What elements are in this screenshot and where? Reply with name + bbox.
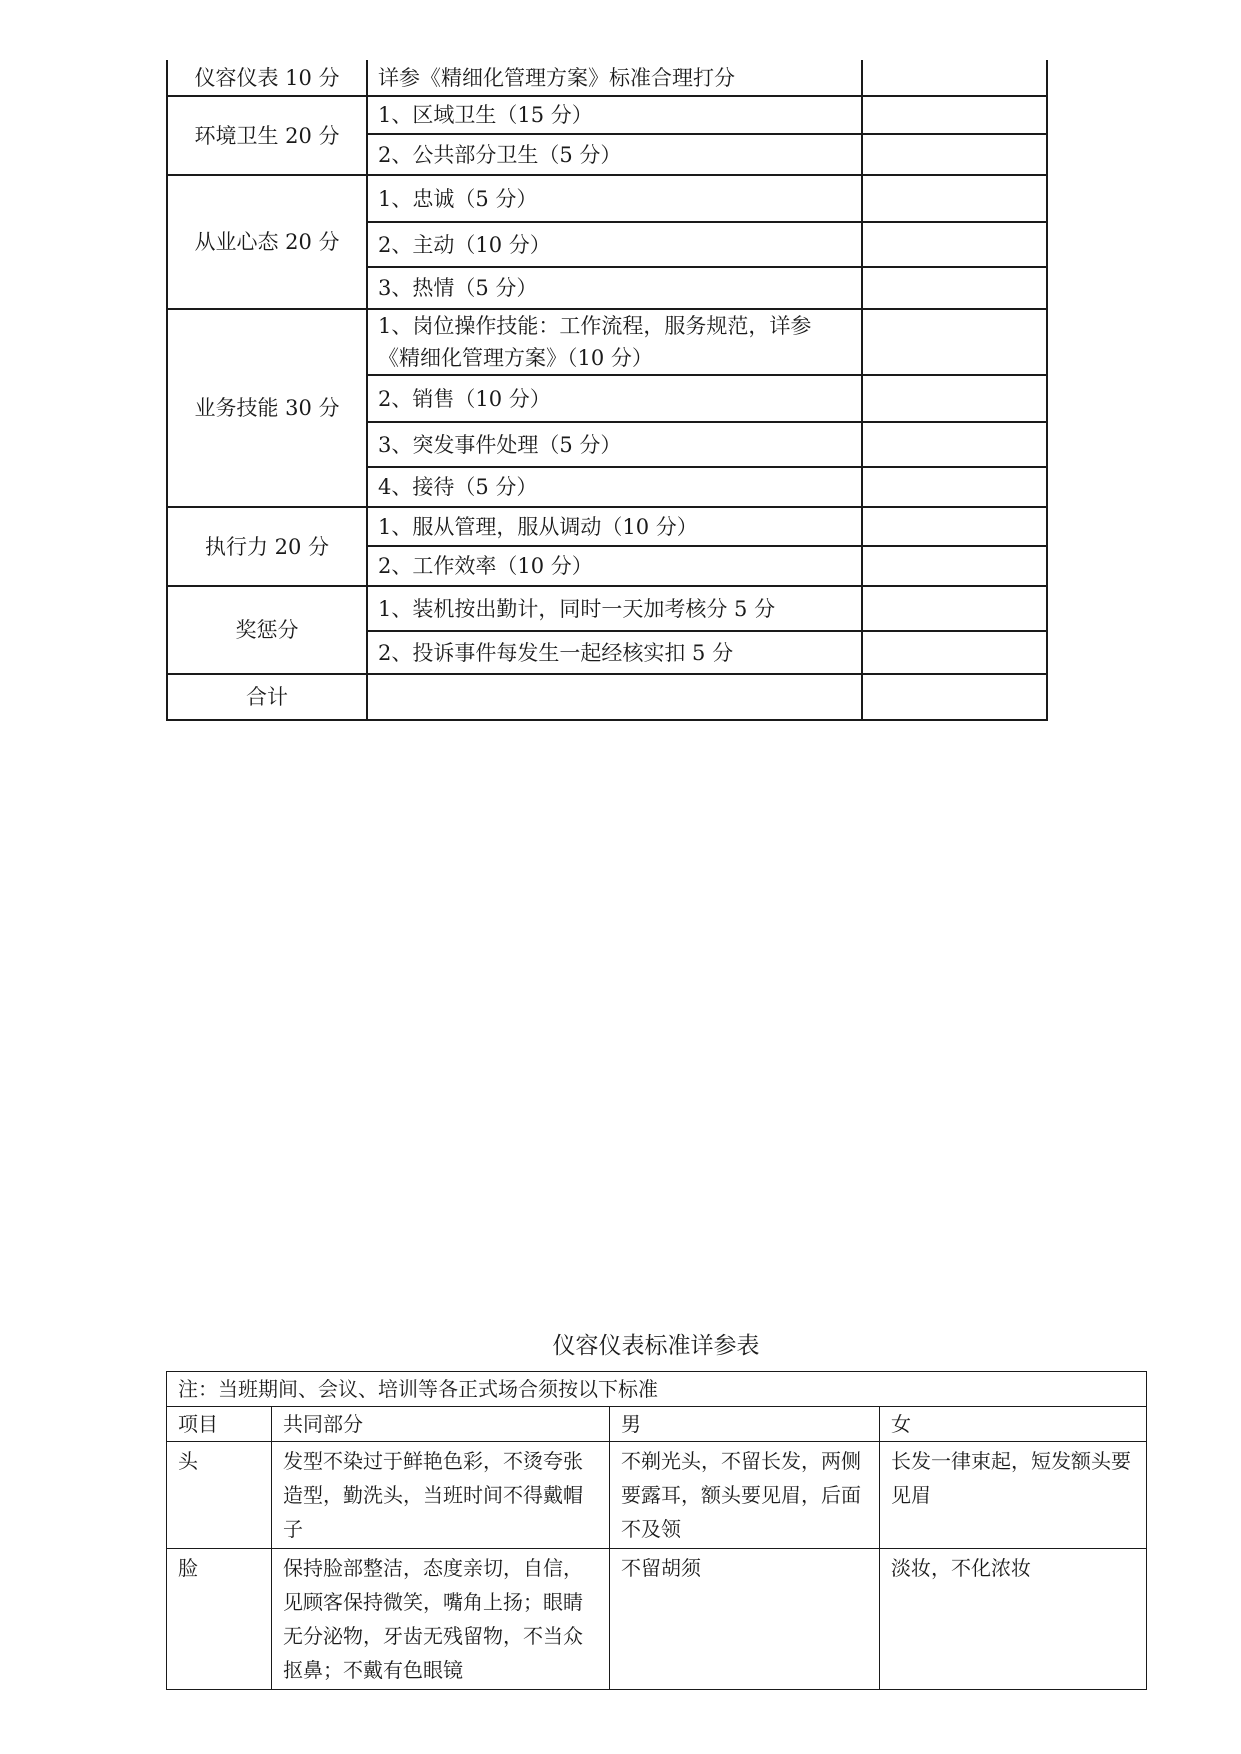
total-label: 合计 bbox=[167, 674, 367, 720]
row-male: 不剃光头，不留长发，两侧要露耳，额头要见眉，后面不及领 bbox=[610, 1442, 880, 1549]
standards-note: 注：当班期间、会议、培训等各正式场合须按以下标准 bbox=[167, 1372, 1147, 1407]
total-criteria-cell bbox=[367, 674, 862, 720]
criteria-cell: 1、区域卫生（15 分） bbox=[367, 96, 862, 134]
score-cell bbox=[862, 375, 1047, 422]
score-cell bbox=[862, 586, 1047, 631]
header-item: 项目 bbox=[167, 1407, 272, 1442]
total-score-cell bbox=[862, 674, 1047, 720]
criteria-cell: 2、投诉事件每发生一起经核实扣 5 分 bbox=[367, 631, 862, 674]
criteria-cell: 4、接待（5 分） bbox=[367, 467, 862, 507]
criteria-cell: 2、销售（10 分） bbox=[367, 375, 862, 422]
standards-table bbox=[166, 1371, 1147, 1690]
category-cell: 业务技能 30 分 bbox=[167, 309, 367, 507]
score-row bbox=[167, 309, 1047, 375]
row-common: 发型不染过于鲜艳色彩，不烫夸张造型，勤洗头，当班时间不得戴帽子 bbox=[272, 1442, 610, 1549]
score-cell bbox=[862, 546, 1047, 586]
category-cell: 奖惩分 bbox=[167, 586, 367, 674]
criteria-cell: 2、主动（10 分） bbox=[367, 222, 862, 267]
criteria-cell: 3、热情（5 分） bbox=[367, 267, 862, 309]
category-cell: 从业心态 20 分 bbox=[167, 175, 367, 309]
score-row bbox=[167, 60, 1047, 96]
criteria-cell: 2、公共部分卫生（5 分） bbox=[367, 134, 862, 175]
score-row bbox=[167, 175, 1047, 222]
criteria-cell: 1、忠诚（5 分） bbox=[367, 175, 862, 222]
score-cell bbox=[862, 96, 1047, 134]
score-cell bbox=[862, 467, 1047, 507]
header-male: 男 bbox=[610, 1407, 880, 1442]
score-row bbox=[167, 507, 1047, 546]
category-cell: 环境卫生 20 分 bbox=[167, 96, 367, 175]
header-common: 共同部分 bbox=[272, 1407, 610, 1442]
score-cell bbox=[862, 309, 1047, 375]
row-common: 保持脸部整洁，态度亲切，自信，见顾客保持微笑，嘴角上扬；眼睛无分泌物，牙齿无残留物，不当众抠鼻；不戴有色眼镜 bbox=[272, 1549, 610, 1690]
row-male: 不留胡须 bbox=[610, 1549, 880, 1690]
criteria-cell: 详参《精细化管理方案》标准合理打分 bbox=[367, 60, 862, 96]
criteria-cell: 1、岗位操作技能：工作流程，服务规范，详参《精细化管理方案》（10 分） bbox=[367, 309, 862, 375]
category-cell: 执行力 20 分 bbox=[167, 507, 367, 586]
criteria-cell: 1、服从管理，服从调动（10 分） bbox=[367, 507, 862, 546]
score-cell bbox=[862, 422, 1047, 467]
row-female: 淡妆，不化浓妆 bbox=[880, 1549, 1147, 1690]
score-cell bbox=[862, 267, 1047, 309]
score-row bbox=[167, 96, 1047, 134]
category-cell: 仪容仪表 10 分 bbox=[167, 60, 367, 96]
score-cell bbox=[862, 631, 1047, 674]
header-row bbox=[167, 1407, 1147, 1442]
row-female: 长发一律束起，短发额头要见眉 bbox=[880, 1442, 1147, 1549]
score-cell bbox=[862, 60, 1047, 96]
standards-title: 仪容仪表标准详参表 bbox=[552, 1333, 760, 1359]
header-female: 女 bbox=[880, 1407, 1147, 1442]
table-row bbox=[167, 1442, 1147, 1549]
score-cell bbox=[862, 222, 1047, 267]
total-row bbox=[167, 674, 1047, 720]
row-item: 脸 bbox=[167, 1549, 272, 1690]
score-cell bbox=[862, 507, 1047, 546]
score-cell bbox=[862, 175, 1047, 222]
table-row bbox=[167, 1549, 1147, 1690]
row-item: 头 bbox=[167, 1442, 272, 1549]
note-row bbox=[167, 1372, 1147, 1407]
criteria-cell: 1、装机按出勤计，同时一天加考核分 5 分 bbox=[367, 586, 862, 631]
score-cell bbox=[862, 134, 1047, 175]
scoring-table bbox=[166, 60, 1048, 721]
criteria-cell: 2、工作效率（10 分） bbox=[367, 546, 862, 586]
score-row bbox=[167, 586, 1047, 631]
criteria-cell: 3、突发事件处理（5 分） bbox=[367, 422, 862, 467]
